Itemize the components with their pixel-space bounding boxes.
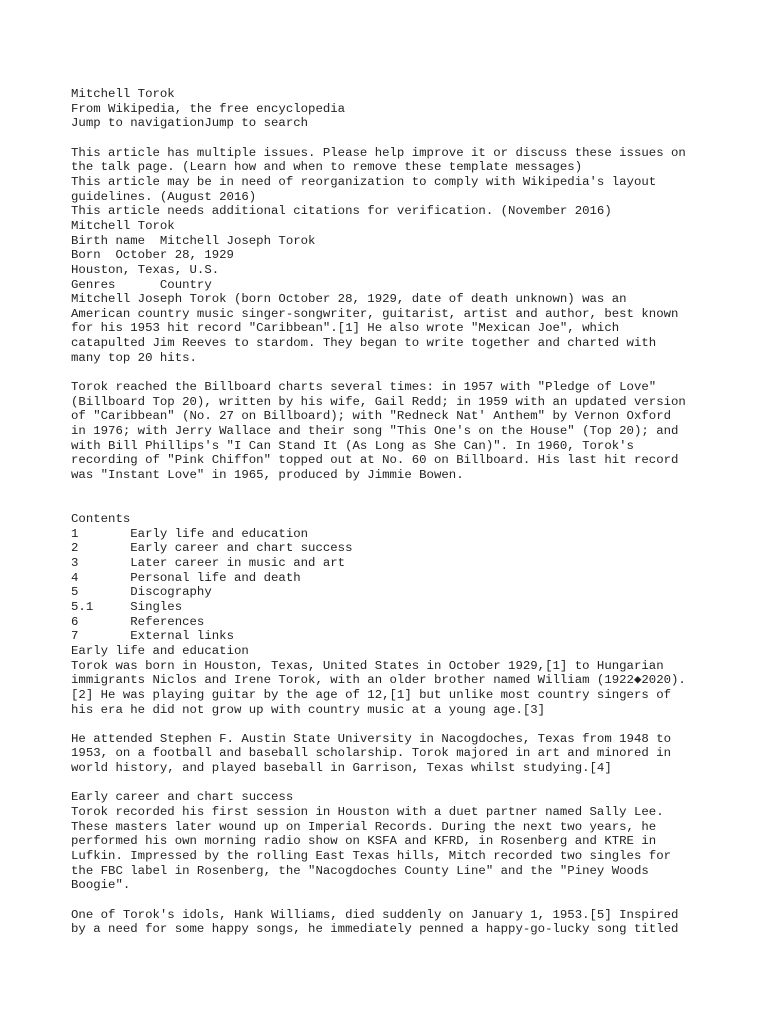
- text-line: the FBC label in Rosenberg, the "Nacogdoches County Line" and the "Piney Woods: [71, 863, 649, 878]
- maintenance-notices: [71, 146, 711, 219]
- infobox-birthplace: Houston, Texas, U.S.: [71, 262, 220, 277]
- contents-item[interactable]: [71, 585, 711, 600]
- text-line: Torok reached the Billboard charts several times: in 1957 with "Pledge of Love": [71, 380, 657, 395]
- contents-item-number: 5: [71, 585, 79, 600]
- contents-item-label: Early career and chart success: [130, 541, 353, 556]
- text-line: many top 20 hits.: [71, 350, 197, 365]
- contents-item[interactable]: [71, 556, 711, 571]
- text-line: world history, and played baseball in Garrison, Texas whilst studying.[4]: [71, 761, 612, 776]
- section-early-career: [71, 790, 711, 937]
- text-line: was "Instant Love" in 1965, produced by Jimmie Bowen.: [71, 468, 464, 483]
- text-line: of "Caribbean" (No. 27 on Billboard); with "Redneck Nat' Anthem" by Vernon Oxford: [71, 409, 672, 424]
- contents-item[interactable]: [71, 527, 711, 542]
- contents-item[interactable]: [71, 629, 711, 644]
- page-title: Mitchell Torok: [71, 87, 175, 101]
- text-line: American country music singer-songwriter, guitarist, artist and author, best known: [71, 306, 679, 321]
- text-line: Boogie".: [71, 878, 131, 893]
- contents-item-number: 1: [71, 526, 79, 541]
- spacer: [71, 776, 711, 791]
- text-line: Torok was born in Houston, Texas, United States in October 1929,[1] to Hungarian: [71, 658, 664, 673]
- contents-item-label: External links: [130, 629, 234, 644]
- contents-item-label: Personal life and death: [130, 570, 301, 585]
- text-line: by a need for some happy songs, he immediately penned a happy-go-lucky song titled: [71, 922, 679, 937]
- contents-heading: Contents: [71, 511, 131, 526]
- text-line: catapulted Jim Reeves to stardom. They began to write together and charted with: [71, 336, 657, 351]
- text-line: his era he did not grow up with country music at a young age.[3]: [71, 702, 546, 717]
- notice-line: the talk page. (Learn how and when to remove these template messages): [71, 160, 583, 175]
- spacer: [71, 893, 711, 908]
- spacer: [71, 717, 711, 732]
- section-heading: Early career and chart success: [71, 790, 294, 805]
- spacer: [71, 131, 711, 146]
- contents-item-label: References: [130, 614, 205, 629]
- text-line: He attended Stephen F. Austin State University in Nacogdoches, Texas from 1948 to: [71, 731, 672, 746]
- table-of-contents: [71, 512, 711, 644]
- jump-links[interactable]: Jump to navigationJump to search: [71, 116, 309, 131]
- contents-item[interactable]: [71, 571, 711, 586]
- infobox-genres: Genres Country: [71, 277, 212, 292]
- text-line: in 1976; with Jerry Wallace and their song "This One's on the House" (Top 20); and: [71, 424, 679, 439]
- text-line: One of Torok's idols, Hank Williams, died suddenly on January 1, 1953.[5] Inspired: [71, 907, 679, 922]
- section-heading: Early life and education: [71, 643, 249, 658]
- contents-item-number: 7: [71, 629, 79, 644]
- text-line: 1953, on a football and baseball scholarship. Torok majored in art and minored in: [71, 746, 672, 761]
- article: [71, 87, 711, 937]
- text-line: with Bill Phillips's "I Can Stand It (As Long as She Can)". In 1960, Torok's: [71, 438, 634, 453]
- infobox-birth-name: Birth name Mitchell Joseph Torok: [71, 233, 316, 248]
- contents-item-number: 5.1: [71, 599, 94, 614]
- contents-item[interactable]: [71, 541, 711, 556]
- contents-item-label: Early life and education: [130, 526, 309, 541]
- contents-item-number: 4: [71, 570, 79, 585]
- text-line: recording of "Pink Chiffon" topped out at No. 60 on Billboard. His last hit record: [71, 453, 679, 468]
- contents-item-number: 6: [71, 614, 79, 629]
- notice-line: guidelines. (August 2016): [71, 189, 257, 204]
- text-line: [2] He was playing guitar by the age of 12,[1] but unlike most country singers of: [71, 687, 672, 702]
- infobox-born: Born October 28, 1929: [71, 248, 234, 263]
- infobox: [71, 219, 711, 292]
- text-line: for his 1953 hit record "Caribbean".[1] He also wrote "Mexican Joe", which: [71, 321, 620, 336]
- contents-item-label: Later career in music and art: [130, 555, 346, 570]
- text-line: Torok recorded his first session in Houston with a duet partner named Sally Lee.: [71, 805, 664, 820]
- contents-item-number: 3: [71, 555, 79, 570]
- spacer: [71, 483, 711, 498]
- text-line: performed his own morning radio show on KSFA and KFRD, in Rosenberg and KTRE in: [71, 834, 657, 849]
- contents-item-label: Discography: [130, 585, 212, 600]
- infobox-title: Mitchell Torok: [71, 218, 175, 233]
- text-line: Mitchell Joseph Torok (born October 28, 1929, date of death unknown) was an: [71, 292, 627, 307]
- contents-item-number: 2: [71, 541, 79, 556]
- spacer: [71, 365, 711, 380]
- notice-line: This article needs additional citations for verification. (November 2016): [71, 204, 612, 219]
- text-line: These masters later wound up on Imperial Records. During the next two years, he: [71, 819, 657, 834]
- intro-paragraph: [71, 292, 711, 365]
- site-tagline: From Wikipedia, the free encyclopedia: [71, 101, 346, 116]
- spacer: [71, 497, 711, 512]
- contents-item[interactable]: [71, 600, 711, 615]
- notice-line: This article may be in need of reorganization to comply with Wikipedia's layout: [71, 174, 657, 189]
- chart-history-paragraph: [71, 380, 711, 483]
- contents-item-label: Singles: [130, 599, 183, 614]
- text-line: Lufkin. Impressed by the rolling East Texas hills, Mitch recorded two singles for: [71, 849, 672, 864]
- text-line: immigrants Niclos and Irene Torok, with an older brother named William (1922◆2020).: [71, 673, 686, 688]
- contents-item[interactable]: [71, 615, 711, 630]
- text-line: (Billboard Top 20), written by his wife, Gail Redd; in 1959 with an updated version: [71, 394, 686, 409]
- notice-line: This article has multiple issues. Please help improve it or discuss these issues on: [71, 145, 686, 160]
- section-early-life: [71, 644, 711, 776]
